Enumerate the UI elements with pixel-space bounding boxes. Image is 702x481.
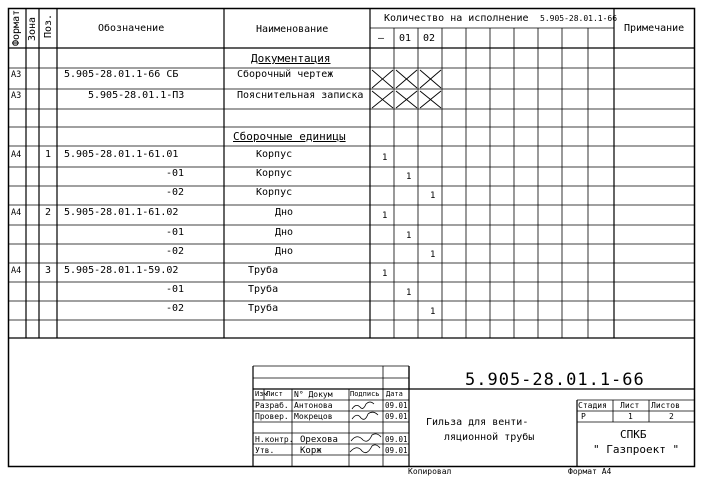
prover-name: Мокрецов [294, 412, 333, 421]
title-line-2: ляционной трубы [444, 432, 535, 443]
row-format: A4 [11, 266, 22, 276]
nkontr-label: Н.контр. [255, 435, 294, 444]
header-col-1: 01 [399, 33, 412, 44]
row-format: A3 [11, 70, 22, 80]
header-format: Формат [11, 9, 22, 46]
sheets-label: Листов [651, 401, 680, 410]
row-designation: -02 [166, 303, 185, 314]
footer-format: Формат А4 [568, 467, 612, 476]
utv-date: 09.01 [385, 446, 408, 455]
row-qty: 1 [382, 269, 388, 279]
nkontr-date: 09.01 [385, 435, 408, 444]
row-name: Дно [275, 207, 294, 218]
row-designation: -02 [166, 187, 185, 198]
header-note: Примечание [624, 23, 685, 34]
row-name: Труба [248, 303, 279, 314]
row-qty: 1 [406, 231, 412, 241]
row-qty: 1 [382, 211, 388, 221]
row-designation: -01 [166, 284, 185, 295]
row-designation: 5.905-28.01.1-66 СБ [64, 69, 179, 80]
row-qty: 1 [406, 172, 412, 182]
footer-copied: Копировал [408, 467, 452, 476]
row-designation: 5.905-28.01.1-61.02 [64, 207, 179, 218]
row-qty: 1 [430, 191, 436, 201]
row-name: Дно [275, 227, 294, 238]
row-pos: 2 [45, 207, 52, 218]
header-zone: Зона [27, 16, 38, 41]
row-designation: -01 [166, 168, 185, 179]
razrab-date: 09.01 [385, 401, 408, 410]
doc-number: 5.905-28.01.1-66 [465, 370, 645, 390]
row-name: Корпус [256, 187, 293, 198]
row-pos: 1 [45, 149, 52, 160]
row-qty: 1 [406, 288, 412, 298]
col-list: Лист [266, 390, 283, 398]
header-qty-doc: 5.905-28.01.1-66 [540, 14, 618, 23]
col-date: Дата [386, 390, 403, 398]
razrab-label: Разраб. [255, 401, 289, 410]
section-docs: Документация [251, 52, 331, 65]
row-designation: -01 [166, 227, 185, 238]
row-qty: 1 [382, 153, 388, 163]
prover-label: Провер. [255, 412, 289, 421]
prover-date: 09.01 [385, 412, 408, 421]
header-name: Наименование [256, 24, 329, 35]
row-name: Труба [248, 265, 279, 276]
row-designation: -02 [166, 246, 185, 257]
row-name: Корпус [256, 149, 293, 160]
row-name: Сборочный чертеж [237, 69, 334, 80]
utv-label: Утв. [255, 446, 275, 455]
header-qty-title: Количество на исполнение [384, 13, 529, 24]
row-qty: 1 [430, 307, 436, 317]
org-line-2: " Газпроект " [593, 443, 680, 456]
row-format: A4 [11, 150, 22, 160]
org-line-1: СПКБ [620, 428, 647, 441]
header-col-2: 02 [423, 33, 436, 44]
sheet-value: 1 [628, 412, 633, 421]
utv-name: Корж [300, 446, 322, 456]
row-qty: 1 [430, 250, 436, 260]
header-designation: Обозначение [98, 23, 165, 34]
row-designation: 5.905-28.01.1-ПЗ [88, 90, 185, 101]
header-col-0: — [378, 33, 385, 44]
row-designation: 5.905-28.01.1-59.02 [64, 265, 179, 276]
col-izm: Изм [255, 390, 268, 398]
section-units: Сборочные единицы [233, 130, 346, 143]
nkontr-name: Орехова [300, 435, 338, 445]
col-sign: Подпись [350, 390, 380, 398]
col-doc: N° Докум [294, 390, 333, 399]
sheet-label: Лист [620, 401, 640, 410]
stage-value: Р [581, 412, 586, 421]
row-pos: 3 [45, 265, 52, 276]
sheets-value: 2 [669, 412, 674, 421]
row-name: Корпус [256, 168, 293, 179]
row-name: Труба [248, 284, 279, 295]
razrab-name: Антонова [294, 401, 333, 410]
title-line-1: Гильза для венти- [426, 417, 529, 428]
row-designation: 5.905-28.01.1-61.01 [64, 149, 179, 160]
row-name: Дно [275, 246, 294, 257]
stage-label: Стадия [578, 401, 607, 410]
row-name: Пояснительная записка [237, 90, 364, 101]
row-format: A3 [11, 91, 22, 101]
header-pos: Поз. [43, 13, 54, 38]
row-format: A4 [11, 208, 22, 218]
